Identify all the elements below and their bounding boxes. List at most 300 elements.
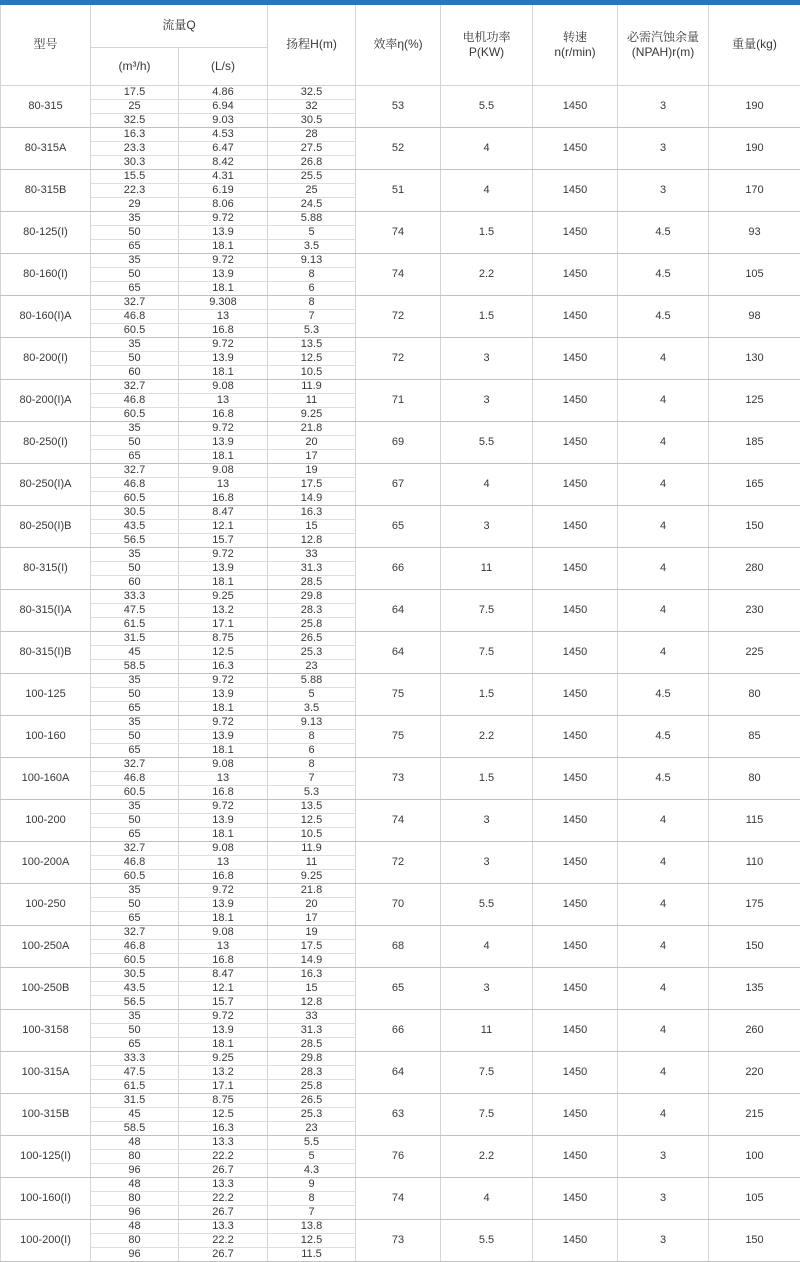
head-cell: 14.9 [268,491,356,505]
speed-cell: 1450 [533,379,618,421]
flow-ls-cell: 18.1 [179,281,268,295]
flow-ls-cell: 22.2 [179,1149,268,1163]
head-cell: 30.5 [268,113,356,127]
model-cell: 80-315(I)A [1,589,91,631]
efficiency-cell: 65 [356,967,441,1009]
head-cell: 5.3 [268,323,356,337]
npsh-cell: 4 [618,799,709,841]
power-cell: 1.5 [441,211,533,253]
npsh-cell: 4 [618,379,709,421]
flow-m3h-cell: 58.5 [91,659,179,673]
speed-cell: 1450 [533,589,618,631]
flow-ls-cell: 16.8 [179,785,268,799]
model-cell: 100-315B [1,1093,91,1135]
npsh-cell: 4 [618,1009,709,1051]
header-speed-line1: 转速 [563,30,587,44]
speed-cell: 1450 [533,85,618,127]
flow-m3h-cell: 35 [91,253,179,267]
flow-ls-cell: 8.47 [179,505,268,519]
header-speed [533,5,618,85]
flow-m3h-cell: 80 [91,1191,179,1205]
head-cell: 4.3 [268,1163,356,1177]
head-cell: 7 [268,1205,356,1219]
flow-m3h-cell: 50 [91,267,179,281]
flow-ls-cell: 13.9 [179,267,268,281]
flow-ls-cell: 18.1 [179,365,268,379]
flow-ls-cell: 13.3 [179,1177,268,1191]
speed-cell: 1450 [533,1051,618,1093]
flow-m3h-cell: 16.3 [91,127,179,141]
flow-m3h-cell: 65 [91,827,179,841]
table-row [1,673,800,687]
flow-ls-cell: 18.1 [179,449,268,463]
head-cell: 12.5 [268,813,356,827]
flow-ls-cell: 18.1 [179,701,268,715]
power-cell: 3 [441,799,533,841]
npsh-cell: 3 [618,1177,709,1219]
flow-m3h-cell: 35 [91,799,179,813]
power-cell: 7.5 [441,1093,533,1135]
flow-ls-cell: 17.1 [179,1079,268,1093]
flow-ls-cell: 15.7 [179,533,268,547]
weight-cell: 80 [709,757,800,799]
head-cell: 25.3 [268,1107,356,1121]
power-cell: 7.5 [441,589,533,631]
head-cell: 13.5 [268,799,356,813]
head-cell: 32.5 [268,85,356,99]
head-cell: 5.3 [268,785,356,799]
table-row [1,463,800,477]
flow-ls-cell: 17.1 [179,617,268,631]
head-cell: 9.13 [268,253,356,267]
head-cell: 9.25 [268,407,356,421]
model-cell: 80-315(I)B [1,631,91,673]
head-cell: 8 [268,757,356,771]
model-cell: 80-315A [1,127,91,169]
head-cell: 25.3 [268,645,356,659]
head-cell: 25 [268,183,356,197]
flow-ls-cell: 16.8 [179,323,268,337]
weight-cell: 105 [709,1177,800,1219]
flow-ls-cell: 13.9 [179,813,268,827]
flow-m3h-cell: 30.5 [91,967,179,981]
table-row [1,1009,800,1023]
flow-m3h-cell: 45 [91,1107,179,1121]
head-cell: 14.9 [268,953,356,967]
flow-m3h-cell: 50 [91,813,179,827]
efficiency-cell: 66 [356,547,441,589]
flow-m3h-cell: 29 [91,197,179,211]
power-cell: 4 [441,463,533,505]
model-cell: 80-250(I)A [1,463,91,505]
weight-cell: 260 [709,1009,800,1051]
pump-table-body [1,85,800,1261]
head-cell: 7 [268,771,356,785]
flow-m3h-cell: 96 [91,1163,179,1177]
header-npsh-line1: 必需汽蚀余量 [627,30,699,44]
table-row [1,925,800,939]
flow-m3h-cell: 65 [91,743,179,757]
head-cell: 5 [268,225,356,239]
header-power [441,5,533,85]
flow-ls-cell: 4.31 [179,169,268,183]
header-model: 型号 [1,5,91,85]
head-cell: 26.8 [268,155,356,169]
head-cell: 32 [268,99,356,113]
speed-cell: 1450 [533,1135,618,1177]
npsh-cell: 4.5 [618,757,709,799]
flow-m3h-cell: 31.5 [91,631,179,645]
power-cell: 5.5 [441,1219,533,1261]
npsh-cell: 4 [618,967,709,1009]
table-row [1,1135,800,1149]
efficiency-cell: 75 [356,673,441,715]
weight-cell: 280 [709,547,800,589]
flow-m3h-cell: 33.3 [91,589,179,603]
speed-cell: 1450 [533,1219,618,1261]
head-cell: 11.9 [268,841,356,855]
flow-m3h-cell: 50 [91,729,179,743]
flow-m3h-cell: 43.5 [91,519,179,533]
flow-ls-cell: 9.25 [179,589,268,603]
weight-cell: 225 [709,631,800,673]
power-cell: 3 [441,967,533,1009]
pump-spec-table [0,5,800,1262]
flow-ls-cell: 13.2 [179,1065,268,1079]
npsh-cell: 3 [618,1219,709,1261]
head-cell: 25.5 [268,169,356,183]
header-power-line2: P(KW) [469,45,504,59]
head-cell: 13.8 [268,1219,356,1233]
speed-cell: 1450 [533,211,618,253]
head-cell: 17 [268,449,356,463]
table-row [1,85,800,99]
table-row [1,253,800,267]
flow-ls-cell: 9.308 [179,295,268,309]
model-cell: 100-160(I) [1,1177,91,1219]
header-flow-ls: (L/s) [179,47,268,85]
header-efficiency: 效率η(%) [356,5,441,85]
flow-ls-cell: 26.7 [179,1163,268,1177]
npsh-cell: 3 [618,127,709,169]
efficiency-cell: 63 [356,1093,441,1135]
weight-cell: 175 [709,883,800,925]
head-cell: 16.3 [268,505,356,519]
head-cell: 28.3 [268,1065,356,1079]
table-row [1,505,800,519]
model-cell: 100-250B [1,967,91,1009]
flow-m3h-cell: 50 [91,225,179,239]
head-cell: 5 [268,687,356,701]
flow-ls-cell: 8.75 [179,631,268,645]
flow-m3h-cell: 50 [91,351,179,365]
flow-ls-cell: 9.08 [179,463,268,477]
flow-ls-cell: 26.7 [179,1247,268,1261]
flow-m3h-cell: 32.7 [91,295,179,309]
head-cell: 6 [268,281,356,295]
table-row [1,211,800,225]
npsh-cell: 4 [618,883,709,925]
flow-m3h-cell: 50 [91,897,179,911]
flow-m3h-cell: 33.3 [91,1051,179,1065]
table-row [1,1051,800,1065]
head-cell: 29.8 [268,589,356,603]
flow-ls-cell: 8.75 [179,1093,268,1107]
head-cell: 13.5 [268,337,356,351]
power-cell: 4 [441,1177,533,1219]
weight-cell: 150 [709,925,800,967]
flow-m3h-cell: 60.5 [91,491,179,505]
head-cell: 20 [268,897,356,911]
flow-m3h-cell: 35 [91,1009,179,1023]
efficiency-cell: 75 [356,715,441,757]
npsh-cell: 4 [618,589,709,631]
table-row [1,883,800,897]
head-cell: 21.8 [268,883,356,897]
weight-cell: 150 [709,505,800,547]
npsh-cell: 4.5 [618,253,709,295]
flow-m3h-cell: 56.5 [91,533,179,547]
flow-m3h-cell: 32.7 [91,757,179,771]
model-cell: 100-200A [1,841,91,883]
power-cell: 11 [441,547,533,589]
model-cell: 80-125(I) [1,211,91,253]
flow-ls-cell: 18.1 [179,743,268,757]
power-cell: 4 [441,169,533,211]
head-cell: 33 [268,547,356,561]
flow-m3h-cell: 61.5 [91,1079,179,1093]
flow-ls-cell: 9.72 [179,211,268,225]
flow-m3h-cell: 46.8 [91,477,179,491]
npsh-cell: 3 [618,85,709,127]
flow-m3h-cell: 65 [91,1037,179,1051]
efficiency-cell: 66 [356,1009,441,1051]
npsh-cell: 3 [618,169,709,211]
weight-cell: 130 [709,337,800,379]
speed-cell: 1450 [533,883,618,925]
table-row [1,757,800,771]
weight-cell: 230 [709,589,800,631]
efficiency-cell: 69 [356,421,441,463]
power-cell: 1.5 [441,295,533,337]
flow-m3h-cell: 35 [91,211,179,225]
flow-m3h-cell: 46.8 [91,771,179,785]
efficiency-cell: 72 [356,295,441,337]
flow-ls-cell: 9.72 [179,799,268,813]
table-header [1,5,800,85]
model-cell: 100-160A [1,757,91,799]
speed-cell: 1450 [533,463,618,505]
speed-cell: 1450 [533,967,618,1009]
weight-cell: 80 [709,673,800,715]
flow-ls-cell: 9.72 [179,253,268,267]
flow-m3h-cell: 50 [91,1023,179,1037]
flow-ls-cell: 18.1 [179,827,268,841]
npsh-cell: 3 [618,1135,709,1177]
flow-m3h-cell: 35 [91,337,179,351]
flow-ls-cell: 9.08 [179,841,268,855]
table-row [1,169,800,183]
table-row [1,1177,800,1191]
head-cell: 3.5 [268,239,356,253]
flow-ls-cell: 22.2 [179,1191,268,1205]
head-cell: 28.5 [268,1037,356,1051]
head-cell: 29.8 [268,1051,356,1065]
model-cell: 100-250 [1,883,91,925]
head-cell: 31.3 [268,1023,356,1037]
model-cell: 80-200(I) [1,337,91,379]
speed-cell: 1450 [533,715,618,757]
weight-cell: 165 [709,463,800,505]
flow-m3h-cell: 32.7 [91,925,179,939]
flow-ls-cell: 15.7 [179,995,268,1009]
table-row [1,631,800,645]
table-row [1,295,800,309]
speed-cell: 1450 [533,295,618,337]
efficiency-cell: 68 [356,925,441,967]
weight-cell: 215 [709,1093,800,1135]
power-cell: 11 [441,1009,533,1051]
speed-cell: 1450 [533,631,618,673]
head-cell: 7 [268,309,356,323]
efficiency-cell: 74 [356,253,441,295]
efficiency-cell: 73 [356,757,441,799]
flow-m3h-cell: 31.5 [91,1093,179,1107]
table-row [1,967,800,981]
power-cell: 2.2 [441,253,533,295]
efficiency-cell: 64 [356,589,441,631]
npsh-cell: 4.5 [618,211,709,253]
table-row [1,1219,800,1233]
flow-ls-cell: 8.47 [179,967,268,981]
flow-m3h-cell: 80 [91,1149,179,1163]
power-cell: 4 [441,127,533,169]
weight-cell: 98 [709,295,800,337]
weight-cell: 135 [709,967,800,1009]
power-cell: 4 [441,925,533,967]
head-cell: 5.88 [268,211,356,225]
flow-m3h-cell: 48 [91,1177,179,1191]
efficiency-cell: 72 [356,841,441,883]
efficiency-cell: 74 [356,799,441,841]
flow-ls-cell: 13 [179,771,268,785]
speed-cell: 1450 [533,1009,618,1051]
flow-m3h-cell: 58.5 [91,1121,179,1135]
head-cell: 12.5 [268,351,356,365]
model-cell: 80-200(I)A [1,379,91,421]
model-cell: 100-315A [1,1051,91,1093]
speed-cell: 1450 [533,1177,618,1219]
header-npsh [618,5,709,85]
head-cell: 31.3 [268,561,356,575]
flow-ls-cell: 9.72 [179,883,268,897]
table-row [1,715,800,729]
npsh-cell: 4 [618,463,709,505]
table-row [1,1093,800,1107]
model-cell: 100-125 [1,673,91,715]
head-cell: 12.5 [268,1233,356,1247]
model-cell: 100-200(I) [1,1219,91,1261]
header-power-line1: 电机功率 [462,30,510,44]
flow-ls-cell: 13.9 [179,435,268,449]
flow-m3h-cell: 35 [91,715,179,729]
flow-m3h-cell: 65 [91,239,179,253]
flow-m3h-cell: 50 [91,687,179,701]
head-cell: 21.8 [268,421,356,435]
flow-ls-cell: 6.19 [179,183,268,197]
flow-m3h-cell: 35 [91,547,179,561]
table-row [1,337,800,351]
flow-ls-cell: 13.9 [179,687,268,701]
speed-cell: 1450 [533,841,618,883]
flow-ls-cell: 18.1 [179,1037,268,1051]
speed-cell: 1450 [533,337,618,379]
head-cell: 17 [268,911,356,925]
flow-ls-cell: 13.3 [179,1219,268,1233]
flow-m3h-cell: 25 [91,99,179,113]
flow-m3h-cell: 65 [91,911,179,925]
flow-m3h-cell: 48 [91,1219,179,1233]
head-cell: 9.25 [268,869,356,883]
flow-ls-cell: 12.5 [179,645,268,659]
flow-m3h-cell: 50 [91,561,179,575]
model-cell: 80-250(I) [1,421,91,463]
power-cell: 7.5 [441,1051,533,1093]
efficiency-cell: 76 [356,1135,441,1177]
model-cell: 80-160(I)A [1,295,91,337]
head-cell: 17.5 [268,939,356,953]
npsh-cell: 4 [618,1051,709,1093]
flow-m3h-cell: 32.7 [91,841,179,855]
flow-ls-cell: 9.72 [179,337,268,351]
flow-m3h-cell: 46.8 [91,855,179,869]
weight-cell: 115 [709,799,800,841]
speed-cell: 1450 [533,1093,618,1135]
flow-m3h-cell: 47.5 [91,603,179,617]
efficiency-cell: 71 [356,379,441,421]
weight-cell: 185 [709,421,800,463]
weight-cell: 220 [709,1051,800,1093]
head-cell: 6 [268,743,356,757]
power-cell: 5.5 [441,85,533,127]
head-cell: 11 [268,393,356,407]
head-cell: 15 [268,519,356,533]
speed-cell: 1450 [533,169,618,211]
npsh-cell: 4 [618,1093,709,1135]
flow-ls-cell: 16.3 [179,659,268,673]
head-cell: 12.8 [268,533,356,547]
model-cell: 100-200 [1,799,91,841]
npsh-cell: 4.5 [618,673,709,715]
flow-m3h-cell: 30.3 [91,155,179,169]
flow-ls-cell: 18.1 [179,911,268,925]
flow-ls-cell: 13.9 [179,351,268,365]
head-cell: 20 [268,435,356,449]
flow-m3h-cell: 32.5 [91,113,179,127]
flow-m3h-cell: 60.5 [91,869,179,883]
header-npsh-line2: (NPAH)r(m) [632,45,694,59]
head-cell: 5.88 [268,673,356,687]
table-row [1,379,800,393]
head-cell: 26.5 [268,631,356,645]
head-cell: 24.5 [268,197,356,211]
head-cell: 15 [268,981,356,995]
npsh-cell: 4 [618,505,709,547]
flow-m3h-cell: 96 [91,1205,179,1219]
power-cell: 5.5 [441,421,533,463]
flow-ls-cell: 9.72 [179,715,268,729]
weight-cell: 190 [709,85,800,127]
